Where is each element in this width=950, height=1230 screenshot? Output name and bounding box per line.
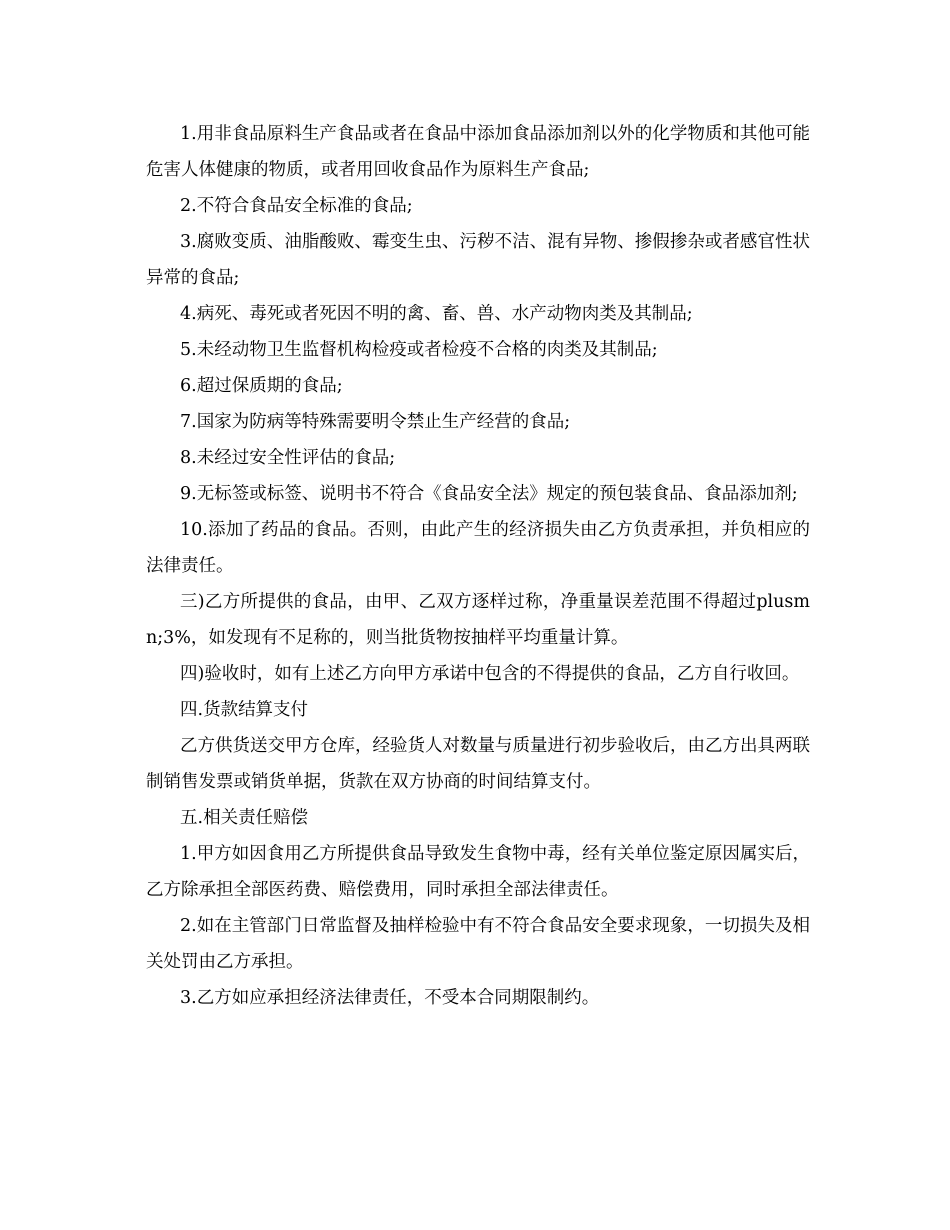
paragraph-item-6: 6.超过保质期的食品; (180, 376, 343, 396)
paragraph-liability-2: 2.如在主管部门日常监督及抽样检验中有不符合食品安全要求现象，一切损失及相关处罚由乙方承担。 (146, 916, 810, 972)
paragraph-item-10: 10.添加了药品的食品。否则，由此产生的经济损失由乙方负责承担，并负相应的法律责任。 (146, 520, 810, 576)
document-body (146, 116, 810, 1016)
paragraph-liability-1: 1.甲方如因食用乙方所提供食品导致发生食物中毒，经有关单位鉴定原因属实后，乙方除承担全部医药费、赔偿费用，同时承担全部法律责任。 (146, 844, 810, 900)
paragraph-item-3: 3.腐败变质、油脂酸败、霉变生虫、污秽不洁、混有异物、掺假掺杂或者感官性状异常的食品; (146, 232, 810, 288)
paragraph-liability-3: 3.乙方如应承担经济法律责任，不受本合同期限制约。 (180, 988, 600, 1008)
section-heading-liability: 五.相关责任赔偿 (180, 808, 309, 828)
paragraph-item-8: 8.未经过安全性评估的食品; (180, 448, 396, 468)
paragraph-item-4: 4.病死、毒死或者死因不明的禽、畜、兽、水产动物肉类及其制品; (180, 304, 693, 324)
paragraph-item-9: 9.无标签或标签、说明书不符合《食品安全法》规定的预包装食品、食品添加剂; (180, 484, 798, 504)
paragraph-item-1: 1.用非食品原料生产食品或者在食品中添加食品添加剂以外的化学物质和其他可能危害人体健康的物质，或者用回收食品作为原料生产食品; (146, 124, 810, 180)
paragraph-weight-check: 三)乙方所提供的食品，由甲、乙双方逐样过称，净重量误差范围不得超过plusmn;3%，如发现有不足称的，则当批货物按抽样平均重量计算。 (146, 592, 810, 648)
paragraph-acceptance-return: 四)验收时，如有上述乙方向甲方承诺中包含的不得提供的食品，乙方自行收回。 (180, 664, 800, 684)
paragraph-item-5: 5.未经动物卫生监督机构检疫或者检疫不合格的肉类及其制品; (180, 340, 658, 360)
paragraph-item-2: 2.不符合食品安全标准的食品; (180, 196, 413, 216)
paragraph-payment: 乙方供货送交甲方仓库，经验货人对数量与质量进行初步验收后，由乙方出具两联制销售发票或销货单据，货款在双方协商的时间结算支付。 (146, 736, 810, 792)
paragraph-item-7: 7.国家为防病等特殊需要明令禁止生产经营的食品; (180, 412, 571, 432)
section-heading-payment: 四.货款结算支付 (180, 700, 309, 720)
